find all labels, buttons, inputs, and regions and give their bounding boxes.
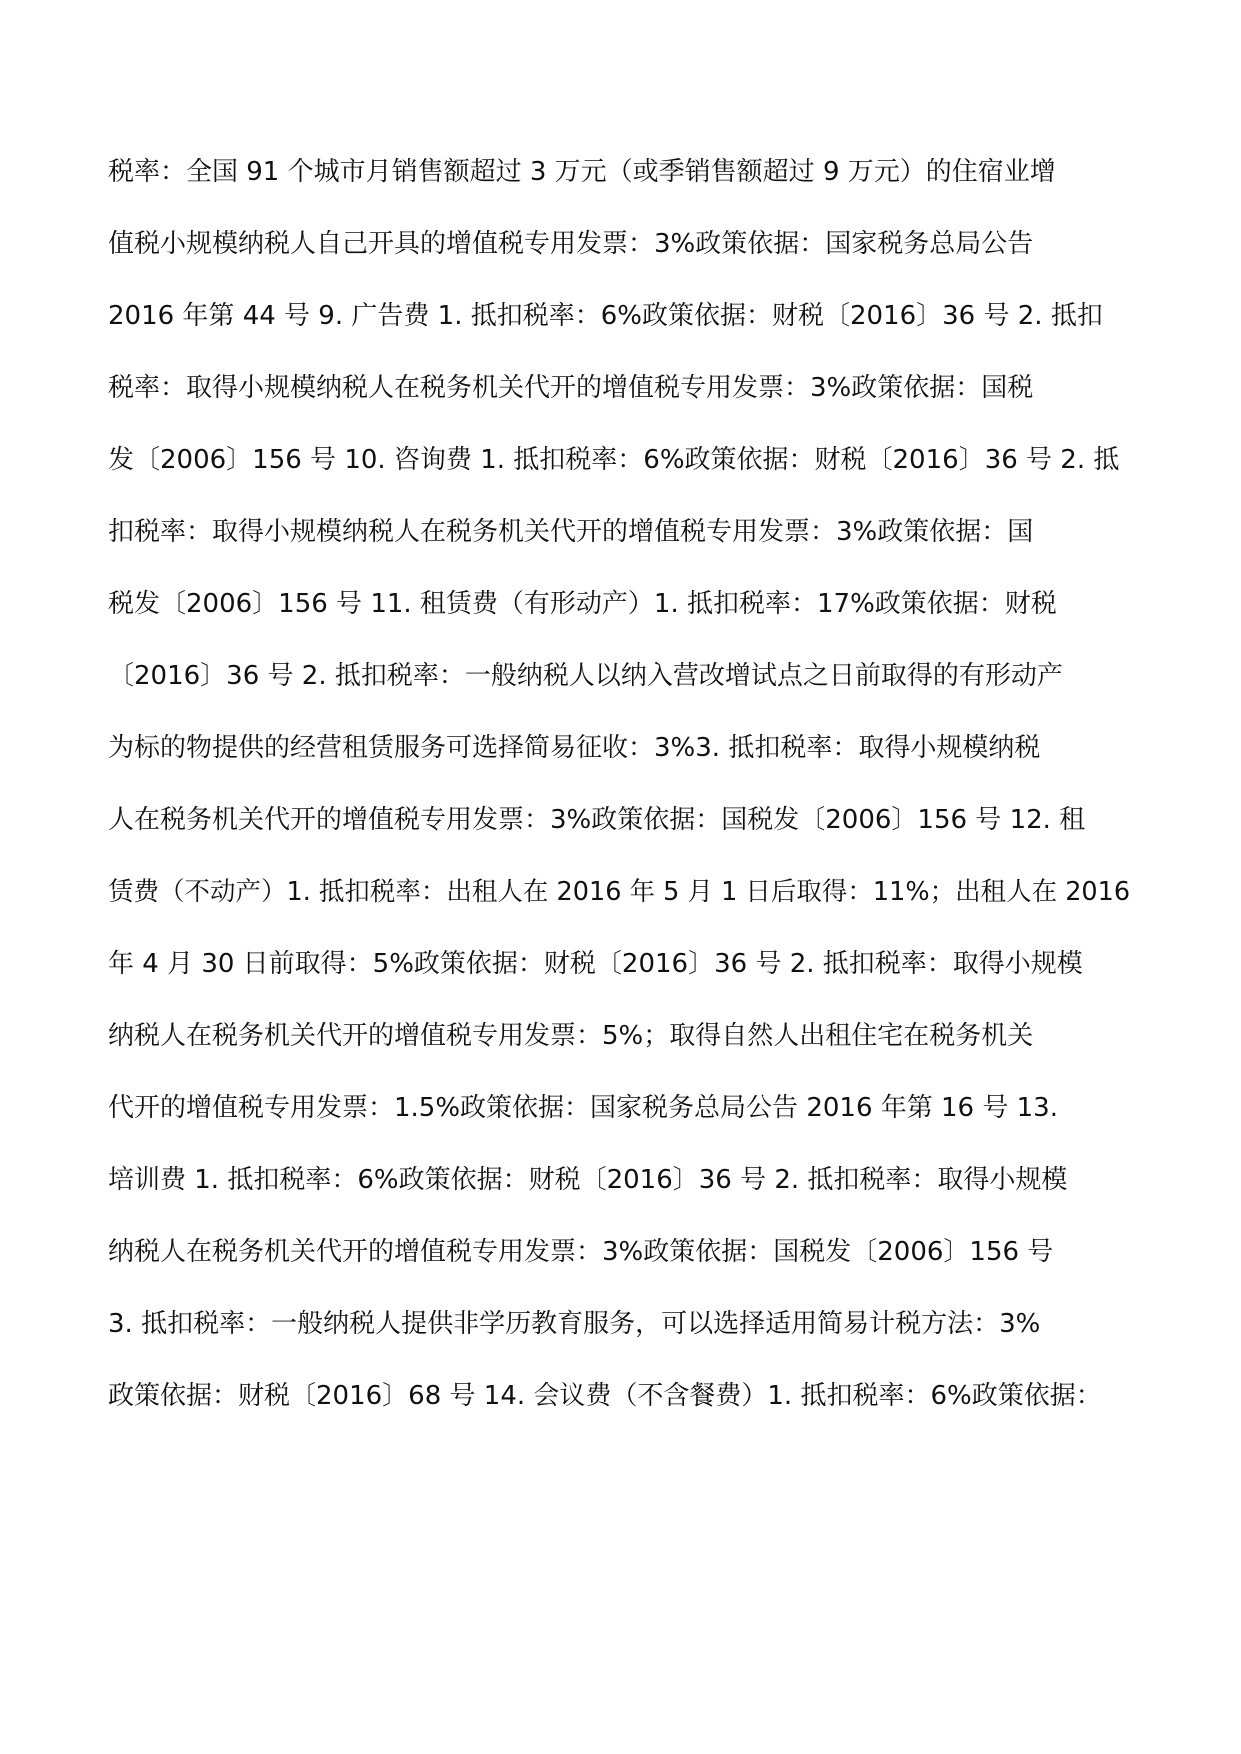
text-line: 纳税人在税务机关代开的增值税专用发票：3%政策依据：国税发〔2006〕156 号 [108,1237,1054,1267]
text-line: 发〔2006〕156 号 10. 咨询费 1. 抵扣税率：6%政策依据：财税〔2016〕36 号 2. 抵 [108,445,1120,475]
text-line: 值税小规模纳税人自己开具的增值税专用发票：3%政策依据：国家税务总局公告 [108,229,1034,259]
text-line: 税发〔2006〕156 号 11. 租赁费（有形动产）1. 抵扣税率：17%政策依据：财税 [108,589,1057,619]
text-line: 2016 年第 44 号 9. 广告费 1. 抵扣税率：6%政策依据：财税〔2016〕36 号 2. 抵扣 [108,301,1103,331]
text-line: 为标的物提供的经营租赁服务可选择简易征收：3%3. 抵扣税率：取得小规模纳税 [108,733,1041,763]
text-line: 年 4 月 30 日前取得：5%政策依据：财税〔2016〕36 号 2. 抵扣税率：取得小规模 [108,949,1083,979]
text-line: 3. 抵扣税率：一般纳税人提供非学历教育服务，可以选择适用简易计税方法：3% [108,1309,1041,1339]
text-line: 扣税率：取得小规模纳税人在税务机关代开的增值税专用发票：3%政策依据：国 [108,517,1034,547]
text-line: 纳税人在税务机关代开的增值税专用发票：5%；取得自然人出租住宅在税务机关 [108,1021,1034,1051]
text-line: 培训费 1. 抵扣税率：6%政策依据：财税〔2016〕36 号 2. 抵扣税率：取得小规模 [108,1165,1068,1195]
text-line: 人在税务机关代开的增值税专用发票：3%政策依据：国税发〔2006〕156 号 12. 租 [108,805,1086,835]
text-line: 代开的增值税专用发票：1.5%政策依据：国家税务总局公告 2016 年第 16 号 13. [108,1093,1058,1123]
text-line: 〔2016〕36 号 2. 抵扣税率：一般纳税人以纳入营改增试点之日前取得的有形动产 [108,661,1063,691]
text-line: 税率：取得小规模纳税人在税务机关代开的增值税专用发票：3%政策依据：国税 [108,373,1034,403]
text-line: 政策依据：财税〔2016〕68 号 14. 会议费（不含餐费）1. 抵扣税率：6%政策依据： [108,1381,1102,1411]
text-line: 赁费（不动产）1. 抵扣税率：出租人在 2016 年 5 月 1 日后取得：11%；出租人在 2016 [108,877,1131,907]
text-line: 税率：全国 91 个城市月销售额超过 3 万元（或季销售额超过 9 万元）的住宿业增 [108,157,1056,187]
